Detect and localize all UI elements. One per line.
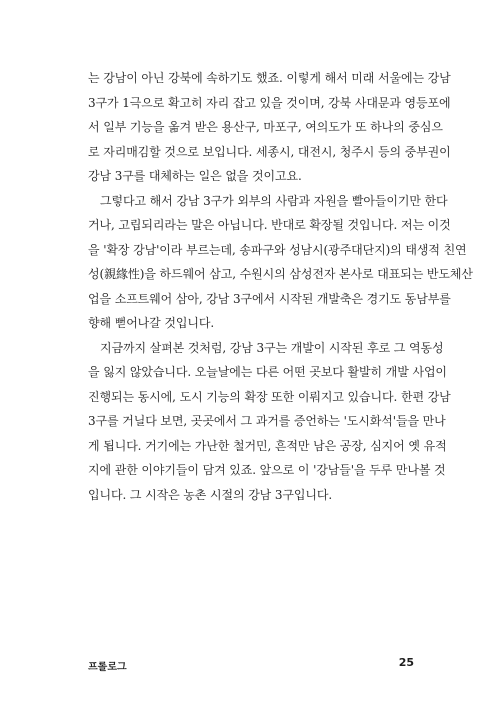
text-line: 진행되는 동시에, 도시 기능의 확장 또한 이뤄지고 있습니다. 한편 강남 — [88, 389, 451, 404]
text-line: 3구를 거닐다 보면, 곳곳에서 그 과거를 증언하는 '도시화석'들을 만나 — [88, 414, 446, 428]
text-line: 는 강남이 아닌 강북에 속하기도 했죠. 이렇게 해서 미래 서울에는 강남 — [88, 71, 451, 85]
text-line: 업을 소프트웨어 삼아, 강남 3구에서 시작된 개발축은 경기도 동남부를 — [88, 291, 451, 306]
text-line: 강남 3구를 대체하는 일은 없을 것이고요. — [88, 169, 302, 183]
text-line: 로 자리매김할 것으로 보입니다. 세종시, 대전시, 청주시 등의 중부권이 — [88, 144, 451, 159]
text-line: 을 잃지 않았습니다. 오늘날에는 다른 어떤 곳보다 활발히 개발 사업이 — [88, 365, 447, 379]
text-line: 지에 관한 이야기들이 담겨 있죠. 앞으로 이 '강남들'을 두루 만나볼 것 — [88, 463, 446, 477]
page-number: 25 — [398, 656, 414, 669]
text-line: 거나, 고립되리라는 말은 아닙니다. 반대로 확장될 것입니다. 저는 이것 — [88, 218, 451, 232]
text-line: 을 '확장 강남'이라 부르는데, 송파구와 성남시(광주대단지)의 태생적 친연 — [88, 242, 467, 257]
text-line: 향해 뻗어나갈 것입니다. — [88, 316, 215, 330]
text-line: 성(親緣性)을 하드웨어 삼고, 수원시의 삼성전자 본사로 대표되는 반도체산 — [88, 267, 473, 281]
footer-section-title: 프롤로그 — [88, 662, 127, 673]
text-line: 게 됩니다. 거기에는 가난한 철거민, 흔적만 남은 공장, 심지어 옛 유적 — [88, 438, 447, 453]
text-line: 지금까지 살펴본 것처럼, 강남 3구는 개발이 시작된 후로 그 역동성 — [100, 340, 444, 355]
text-line: 서 일부 기능을 옮겨 받은 용산구, 마포구, 여의도가 또 하나의 중심으 — [88, 120, 443, 134]
text-line: 입니다. 그 시작은 농촌 시절의 강남 3구입니다. — [88, 487, 333, 502]
text-line: 3구가 1극으로 확고히 자리 잡고 있을 것이며, 강북 사대문과 영등포에 — [88, 95, 451, 110]
text-line: 그렇다고 해서 강남 3구가 외부의 사람과 자원을 빨아들이기만 한다 — [100, 193, 448, 208]
body-text — [88, 66, 473, 507]
